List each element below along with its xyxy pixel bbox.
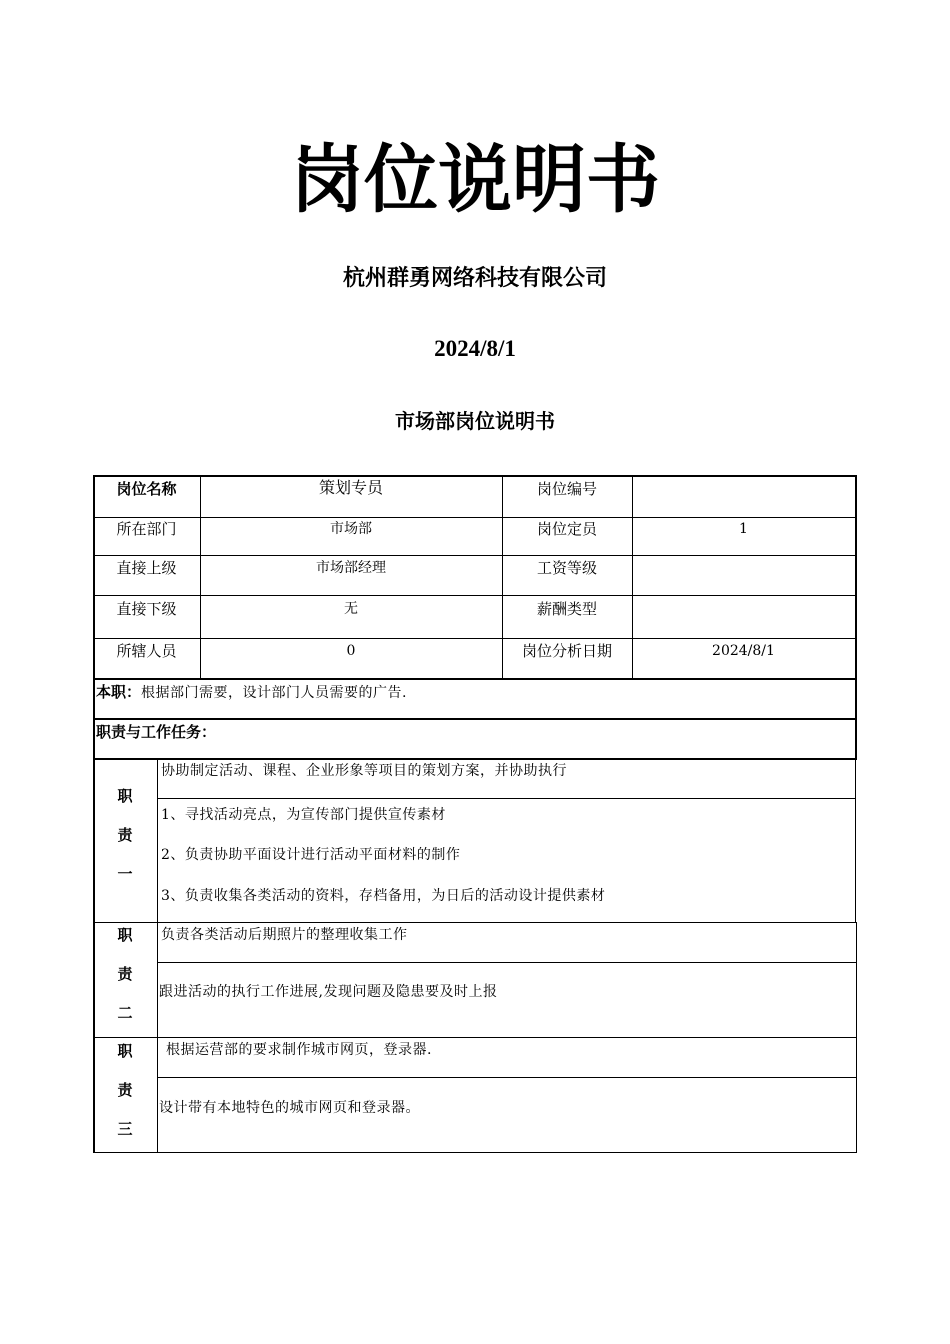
document-subtitle: 市场部岗位说明书 bbox=[395, 409, 555, 433]
superior-label: 直接上级 bbox=[116, 559, 177, 577]
document-date: 2024/8/1 bbox=[434, 336, 516, 361]
analysis-date-label: 岗位分析日期 bbox=[521, 642, 612, 660]
duty-text: 根据部门需要，设计部门人员需要的广告. bbox=[141, 685, 407, 701]
position-name-label: 岗位名称 bbox=[116, 480, 177, 498]
job-description-table bbox=[93, 475, 857, 1153]
duty-1-item-3: 3、负责收集各类活动的资料，存档备用，为日后的活动设计提供素材 bbox=[161, 888, 606, 904]
duty-1-item-2: 2、负责协助平面设计进行活动平面材料的制作 bbox=[161, 847, 461, 863]
department-label: 所在部门 bbox=[116, 520, 177, 538]
subordinate-label: 直接下级 bbox=[116, 600, 177, 618]
analysis-date-value: 2024/8/1 bbox=[712, 643, 775, 659]
duty-1-item-1: 1、寻找活动亮点，为宣传部门提供宣传素材 bbox=[161, 807, 446, 823]
position-name-value: 策划专员 bbox=[318, 478, 383, 497]
duty-2-heading: 职 责 二 bbox=[117, 926, 133, 1022]
duty-1-heading: 职 责 一 bbox=[117, 787, 133, 883]
duty-label: 本职： bbox=[96, 683, 142, 701]
duty-3-summary: 根据运营部的要求制作城市网页，登录器. bbox=[161, 1042, 432, 1058]
company-name: 杭州群勇网络科技有限公司 bbox=[342, 266, 607, 291]
duty-3-heading: 职 责 三 bbox=[117, 1042, 133, 1138]
superior-value: 市场部经理 bbox=[316, 560, 386, 576]
duty-2-summary: 负责各类活动后期照片的整理收集工作 bbox=[161, 927, 408, 943]
position-code-label: 岗位编号 bbox=[536, 480, 597, 498]
pay-type-label: 薪酬类型 bbox=[536, 600, 597, 618]
duty-2-item-1: 跟进活动的执行工作进展,发现问题及隐患要及时上报 bbox=[159, 984, 498, 1000]
headcount-label: 岗位定员 bbox=[536, 520, 597, 538]
duty-1-summary: 协助制定活动、课程、企业形象等项目的策划方案，并协助执行 bbox=[161, 763, 567, 779]
department-value: 市场部 bbox=[330, 521, 372, 537]
managed-staff-value: 0 bbox=[346, 643, 356, 659]
duty-row bbox=[96, 682, 407, 703]
tasks-label: 职责与工作任务： bbox=[96, 723, 217, 741]
salary-grade-label: 工资等级 bbox=[536, 559, 597, 577]
document-title: 岗位说明书 bbox=[290, 137, 660, 223]
duty-3-item-1: 设计带有本地特色的城市网页和登录器。 bbox=[159, 1100, 420, 1116]
headcount-value: 1 bbox=[739, 521, 748, 537]
subordinate-value: 无 bbox=[344, 601, 358, 617]
managed-staff-label: 所辖人员 bbox=[116, 642, 177, 660]
